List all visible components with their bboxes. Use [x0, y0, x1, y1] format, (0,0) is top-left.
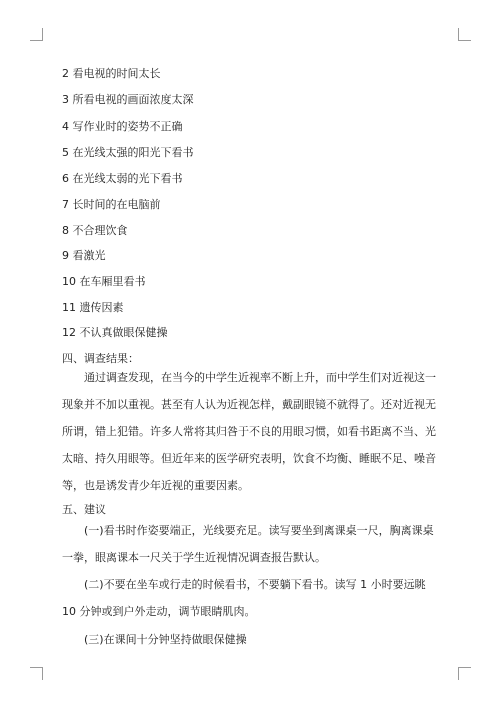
- crop-mark-bottom-right: [458, 667, 471, 680]
- list-item: 12 不认真做眼保健操: [62, 326, 168, 339]
- list-item: 2 看电视的时间太长: [62, 67, 161, 80]
- list-item: 3 所看电视的画面浓度太深: [62, 93, 194, 106]
- list-item: 5 在光线太强的阳光下看书: [62, 146, 194, 159]
- suggestion-paragraph: (三)在课间十分钟坚持做眼保健操: [84, 633, 247, 646]
- list-item: 11 遗传因素: [62, 301, 124, 314]
- section-heading-suggestions: 五、建议: [62, 503, 106, 516]
- suggestion-paragraph: (二)不要在坐车或行走的时候看书，不要躺下看书。读写 1 小时要远眺 10 分钟或到户外走动，调节眼睛肌肉。: [62, 578, 426, 618]
- list-item: 4 写作业时的姿势不正确: [62, 120, 183, 133]
- crop-mark-bottom-left: [30, 667, 43, 680]
- crop-mark-top-right: [458, 28, 471, 41]
- crop-mark-top-left: [30, 28, 43, 41]
- suggestion-paragraph: (一)看书时作姿要端正，光线要充足。读写要坐到离课桌一尺，胸离课桌一拳，眼离课本一尺关于学生近视情况调查报告默认。: [62, 524, 434, 564]
- list-item: 6 在光线太弱的光下看书: [62, 172, 183, 185]
- list-item: 7 长时间的在电脑前: [62, 198, 161, 211]
- section-heading-results: 四、调查结果：: [62, 352, 139, 365]
- list-item: 9 看激光: [62, 249, 106, 262]
- results-paragraph: 通过调查发现，在当今的中学生近视率不断上升，而中学生们对近视这一现象并不加以重视。甚至有人认为近视怎样，戴副眼镜不就得了。还对近视无所谓，错上犯错。许多人常将其归咎于不良的用眼习惯，如看书距离不当、光太暗、持久用眼等。但近年来的医学研究表明，饮食不均衡、睡眠不足、噪音等，也是诱发青少年近视的重要因素。: [62, 371, 436, 492]
- list-item: 8 不合理饮食: [62, 224, 128, 237]
- list-item: 10 在车厢里看书: [62, 275, 146, 288]
